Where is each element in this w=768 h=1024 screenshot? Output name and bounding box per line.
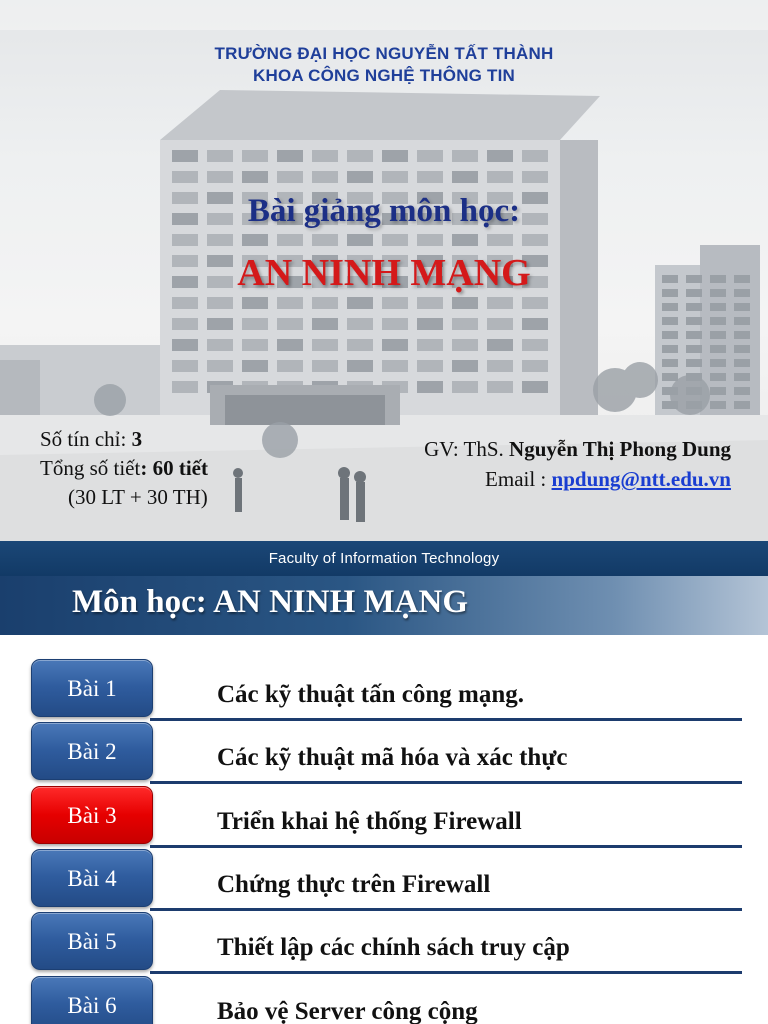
- email-label: Email :: [485, 467, 552, 491]
- lesson-badge-6[interactable]: Bài 6: [31, 976, 153, 1024]
- teacher-name: Nguyễn Thị Phong Dung: [509, 437, 731, 461]
- lesson-badge-4[interactable]: Bài 4: [31, 849, 153, 907]
- course-title: AN NINH MẠNG: [237, 252, 531, 294]
- lesson-row: [0, 635, 768, 708]
- faculty-banner: Faculty of Information Technology: [0, 541, 768, 576]
- lesson-title: Bảo vệ Server công cộng: [217, 998, 478, 1024]
- lesson-title: Thiết lập các chính sách truy cập: [217, 934, 570, 961]
- lesson-badge-3-active[interactable]: Bài 3: [31, 786, 153, 844]
- teacher-info: [424, 437, 731, 462]
- lecture-label: Bài giảng môn học:: [247, 193, 521, 229]
- periods-label: Tổng số tiết: [40, 456, 141, 480]
- lesson-row: [0, 825, 768, 898]
- lesson-badge-1[interactable]: Bài 1: [31, 659, 153, 717]
- lesson-title: Chứng thực trên Firewall: [217, 871, 491, 898]
- teacher-prefix: GV: ThS.: [424, 437, 510, 461]
- periods-split: (30 LT + 30 TH): [68, 485, 208, 509]
- lesson-title: Các kỹ thuật mã hóa và xác thực: [217, 744, 568, 771]
- lesson-title: Các kỹ thuật tấn công mạng.: [217, 681, 524, 708]
- lesson-row: [0, 762, 768, 835]
- lesson-row: [0, 888, 768, 961]
- credits-label: Số tín chỉ:: [40, 427, 132, 451]
- lesson-title: Triển khai hệ thống Firewall: [217, 808, 522, 835]
- lesson-row: [0, 698, 768, 771]
- course-outline-header: [0, 576, 768, 635]
- credits-info: [40, 427, 142, 452]
- outline-title: Môn học: AN NINH MẠNG: [72, 584, 468, 620]
- faculty-name: KHOA CÔNG NGHỆ THÔNG TIN: [253, 66, 515, 85]
- periods-info: [40, 456, 208, 481]
- credits-value: 3: [131, 427, 143, 451]
- lesson-badge-5[interactable]: Bài 5: [31, 912, 153, 970]
- lesson-row: [0, 952, 768, 1024]
- university-name: TRƯỜNG ĐẠI HỌC NGUYỄN TẤT THÀNH: [214, 44, 554, 63]
- lesson-badge-2[interactable]: Bài 2: [31, 722, 153, 780]
- email-info: [485, 467, 731, 492]
- periods-value: : 60 tiết: [140, 456, 208, 480]
- lesson-list: [0, 635, 768, 1024]
- email-link[interactable]: npdung@ntt.edu.vn: [551, 467, 731, 491]
